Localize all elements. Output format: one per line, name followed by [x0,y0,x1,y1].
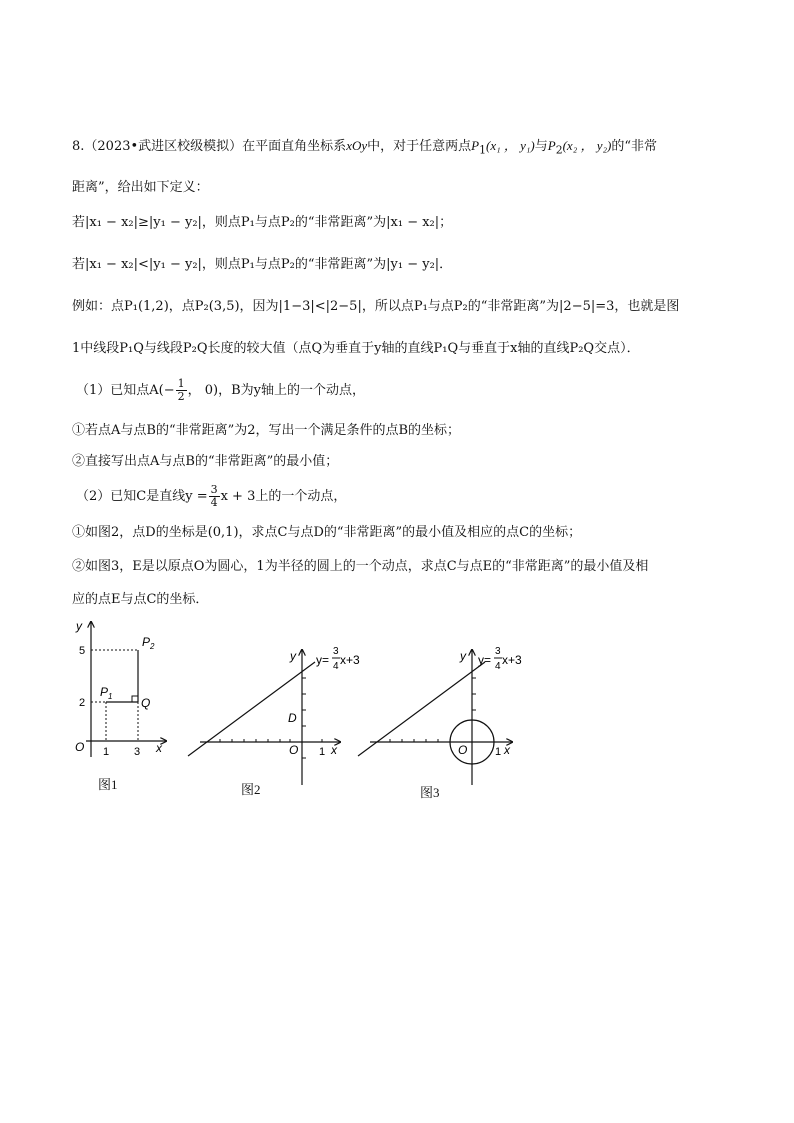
point-d-label: D [288,711,297,725]
line-label-prefix: y= [316,653,330,667]
intro-text: 在平面直角坐标系 [242,139,347,154]
tick-x1: 1 [319,746,326,758]
y-axis-label: y [460,649,466,663]
example-line-1: 例如：点P₁(1,2)，点P₂(3,5)，因为|1−3|<|2−5|，所以点P₁与点P₂的“非常距离”为|2−5|=3，也就是图 [72,299,680,314]
y-ticks [302,678,306,758]
line-label-suffix: x+3 [340,653,360,667]
figure-1 [66,614,186,764]
figure-1-caption: 图1 [98,777,118,792]
tick-x3: 3 [134,746,141,758]
figure-2-svg [180,640,360,790]
fraction-denominator: 4 [210,496,218,509]
tick-x1: 1 [495,746,502,758]
p1-sub: 1 [479,143,486,157]
conj-text: 与 [534,139,548,154]
figure-2-caption: 图2 [241,782,261,797]
line-label-numerator: 3 [333,646,339,657]
figure-3-svg [350,640,530,790]
part1-text-a: （1）已知点A(− [76,383,175,398]
y-ticks [472,678,476,710]
fraction-denominator: 2 [177,390,185,403]
question-2-2a: ②如图3，E是以原点O为圆心，1为半径的圆上的一个动点，求点C与点E的“非常距离”的最小值及相 [72,559,649,574]
origin-label: O [75,740,85,754]
definition-1: 若|x₁ − x₂|≥|y₁ − y₂|，则点P₁与点P₂的“非常距离”为|x₁ − x₂|； [72,215,453,230]
question-1-1: ①若点A与点B的“非常距离”为2，写出一个满足条件的点B的坐标； [72,423,461,438]
part2-text-a: （2）已知C是直线y = [76,489,208,504]
fraction-numerator: 3 [210,483,218,496]
part-1-intro [76,377,365,405]
fraction-one-half [176,378,187,403]
fraction-numerator: 1 [177,377,185,390]
problem-source: （2023•武进区校级模拟） [84,139,243,154]
p2-subscript: 2 [150,642,155,651]
part1-text-b: ， 0)，B为y轴上的一个动点， [187,383,365,398]
y-axis-label: y [290,649,296,663]
y-axis-label: y [76,619,82,633]
line-label-prefix: y= [478,653,492,667]
origin-label: O [289,743,299,757]
p1-subscript: 1 [108,692,113,701]
p2-letter: P [142,635,151,649]
x-axis-label: x [331,743,337,757]
right-angle-mark [132,696,138,702]
line-label-denominator: 4 [495,661,501,672]
point-p1-label [100,685,112,701]
x-axis-label: x [156,741,162,755]
part2-text-b: x + 3上的一个动点， [220,489,347,504]
question-1-2: ②直接写出点A与点B的“非常距离”的最小值； [72,454,339,469]
question-2-1: ①如图2，点D的坐标是(0,1)，求点C与点D的“非常距离”的最小值及相应的点C的坐标； [72,525,582,540]
xoy-label: xOy [346,138,368,153]
point-p2-label [142,635,155,651]
figure-1-svg [66,614,186,764]
figure-2 [180,640,360,790]
tick-y5: 5 [79,645,86,657]
example-line-2: 1中线段P₁Q与线段P₂Q长度的较大值（点Q为垂直于y轴的直线P₁Q与垂直于x轴的直线P₂Q交点）． [72,341,640,356]
problem-line-2: 距离”，给出如下定义： [72,180,209,195]
point-q-label: Q [141,696,151,710]
intro-text-2: 中，对于任意两点 [367,139,472,154]
line-label-suffix: x+3 [502,653,522,667]
definition-2: 若|x₁ − x₂|<|y₁ − y₂|，则点P₁与点P₂的“非常距离”为|y₁ − y₂|． [72,257,453,272]
tick-x1: 1 [103,746,110,758]
line-label-numerator: 3 [495,646,501,657]
question-2-2b: 应的点E与点C的坐标． [72,592,209,607]
figure-3-caption: 图3 [420,785,440,800]
p2-label: P [547,138,556,153]
fraction-three-quarters [209,484,220,509]
figure-3 [350,640,530,790]
problem-header [72,136,657,161]
p2-sub: 2 [555,143,563,157]
p1-letter: P [100,685,109,699]
problem-number: 8. [72,139,85,154]
line-label-denominator: 4 [333,661,339,672]
intro-text-3: 的“非常 [611,139,657,154]
p2-coords: (x₂ ， y₂) [562,138,612,153]
p1-label: P [471,138,480,153]
tick-y2: 2 [79,697,86,709]
x-axis-label: x [504,743,510,757]
origin-label: O [458,743,468,757]
part-2-intro [76,483,346,511]
p1-coords: (x₁ ， y₁) [485,138,535,153]
